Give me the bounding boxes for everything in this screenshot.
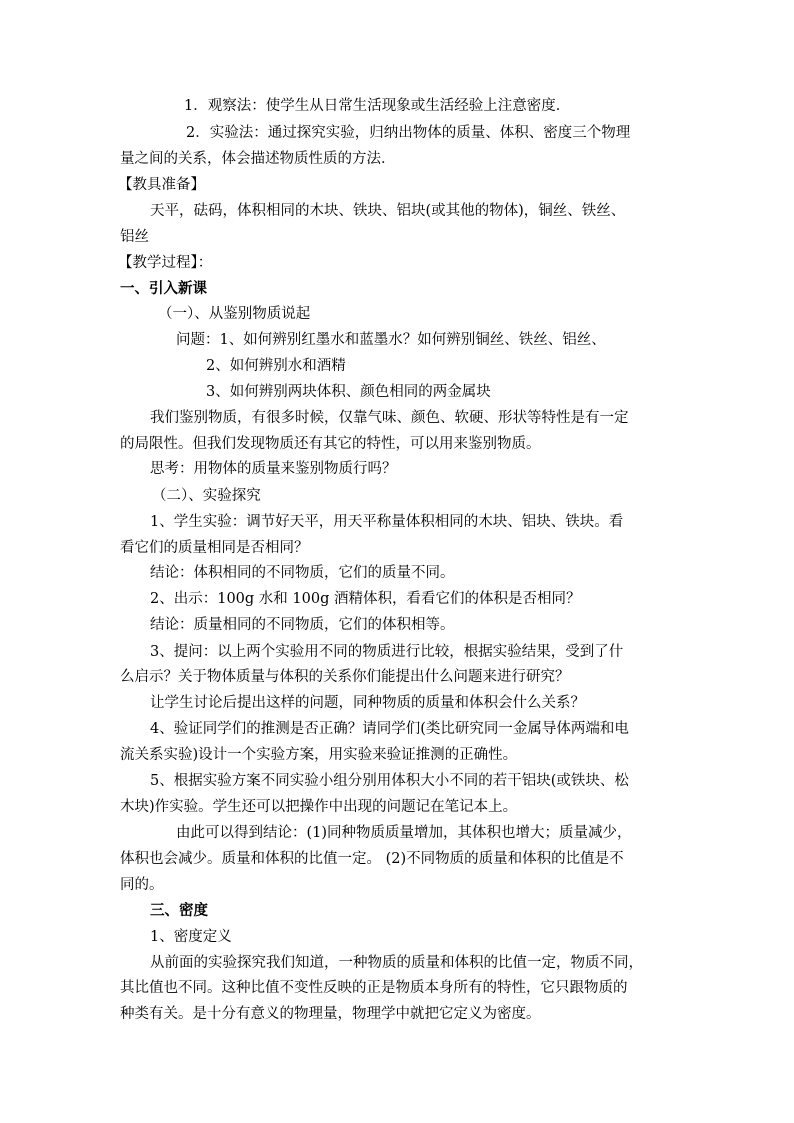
step-1-cont: 看它们的质量相同是否相同？ [120, 540, 309, 556]
subheading-density-definition: 1、密度定义 [150, 929, 232, 945]
conclusion-2: 结论：质量相同的不同物质，它们的体积相等。 [150, 617, 455, 633]
question-2: 2、如何辨别水和酒精 [206, 358, 346, 374]
question-3: 3、如何辨别两块体积、颜色相同的两金属块 [206, 384, 491, 400]
conclusion-1: 结论：体积相同的不同物质，它们的质量不同。 [150, 565, 455, 581]
subheading-identify: （一）、从鉴别物质说起 [158, 306, 311, 322]
heading-introduction: 一、引入新课 [120, 280, 207, 297]
materials-list-cont: 铝丝 [120, 229, 149, 245]
method-experiment: 2．实验法：通过探究实验，归纳出物体的质量、体积、密度三个物理 [186, 125, 631, 141]
step-3-cont: 么启示？关于物体质量与体积的关系你们能提出什么问题来进行研究？ [120, 669, 570, 685]
step-1: 1、学生实验：调节好天平，用天平称量体积相同的木块、铝块、铁块。看 [150, 514, 624, 530]
step-2: 2、出示：100g 水和 100g 酒精体积，看看它们的体积是否相同？ [150, 591, 581, 607]
step-4-cont: 流关系实验)设计一个实验方案，用实验来验证推测的正确性。 [120, 747, 518, 763]
subheading-experiment: （二）、实验探究 [152, 488, 261, 504]
materials-list: 天平，砝码，体积相同的木块、铁块、铝块(或其他的物体)，铜丝、铁丝、 [150, 203, 626, 219]
think-question: 思考：用物体的质量来鉴别物质行吗？ [150, 461, 397, 477]
density-paragraph-end: 种类有关。是十分有意义的物理量，物理学中就把它定义为密度。 [120, 1006, 541, 1022]
paragraph-identify-cont: 的局限性。但我们发现物质还有其它的特性，可以用来鉴别物质。 [120, 436, 541, 452]
final-conclusion-cont: 体积也会减少。质量和体积的比值一定。 (2)不同物质的质量和体积的比值是不 [120, 851, 624, 867]
step-3: 3、提问：以上两个实验用不同的物质进行比较，根据实验结果，受到了什 [150, 644, 624, 660]
question-1: 问题：1、如何辨别红墨水和蓝墨水？如何辨别铜丝、铁丝、铝丝、 [176, 332, 606, 348]
section-heading-materials: 【教具准备】 [118, 177, 205, 193]
final-conclusion-end: 同的。 [120, 877, 164, 893]
final-conclusion: 由此可以得到结论：(1)同种物质质量增加，其体积也增大；质量减少， [176, 825, 632, 841]
heading-density: 三、密度 [150, 902, 208, 919]
section-heading-process: 【教学过程】： [118, 255, 213, 271]
step-5-cont: 木块)作实验。学生还可以把操作中出现的问题记在笔记本上。 [120, 799, 518, 815]
method-experiment-cont: 量之间的关系，体会描述物质性质的方法． [120, 151, 396, 167]
density-paragraph: 从前面的实验探究我们知道，一种物质的质量和体积的比值一定，物质不同， [150, 955, 643, 971]
step-5: 5、根据实验方案不同实验小组分别用体积大小不同的若干铝块(或铁块、松 [150, 773, 629, 789]
discussion: 让学生讨论后提出这样的问题，同种物质的质量和体积会什么关系？ [150, 695, 585, 711]
step-4: 4、验证同学们的推测是否正确？请同学们(类比研究同一金属导体两端和电 [150, 721, 629, 737]
method-observation: 1．观察法：使学生从日常生活现象或生活经验上注意密度． [184, 98, 571, 114]
density-paragraph-cont: 其比值也不同。这种比值不变性反映的正是物质本身所有的特性，它只跟物质的 [120, 980, 628, 996]
paragraph-identify: 我们鉴别物质，有很多时候，仅靠气味、颜色、软硬、形状等特性是有一定 [150, 410, 629, 426]
